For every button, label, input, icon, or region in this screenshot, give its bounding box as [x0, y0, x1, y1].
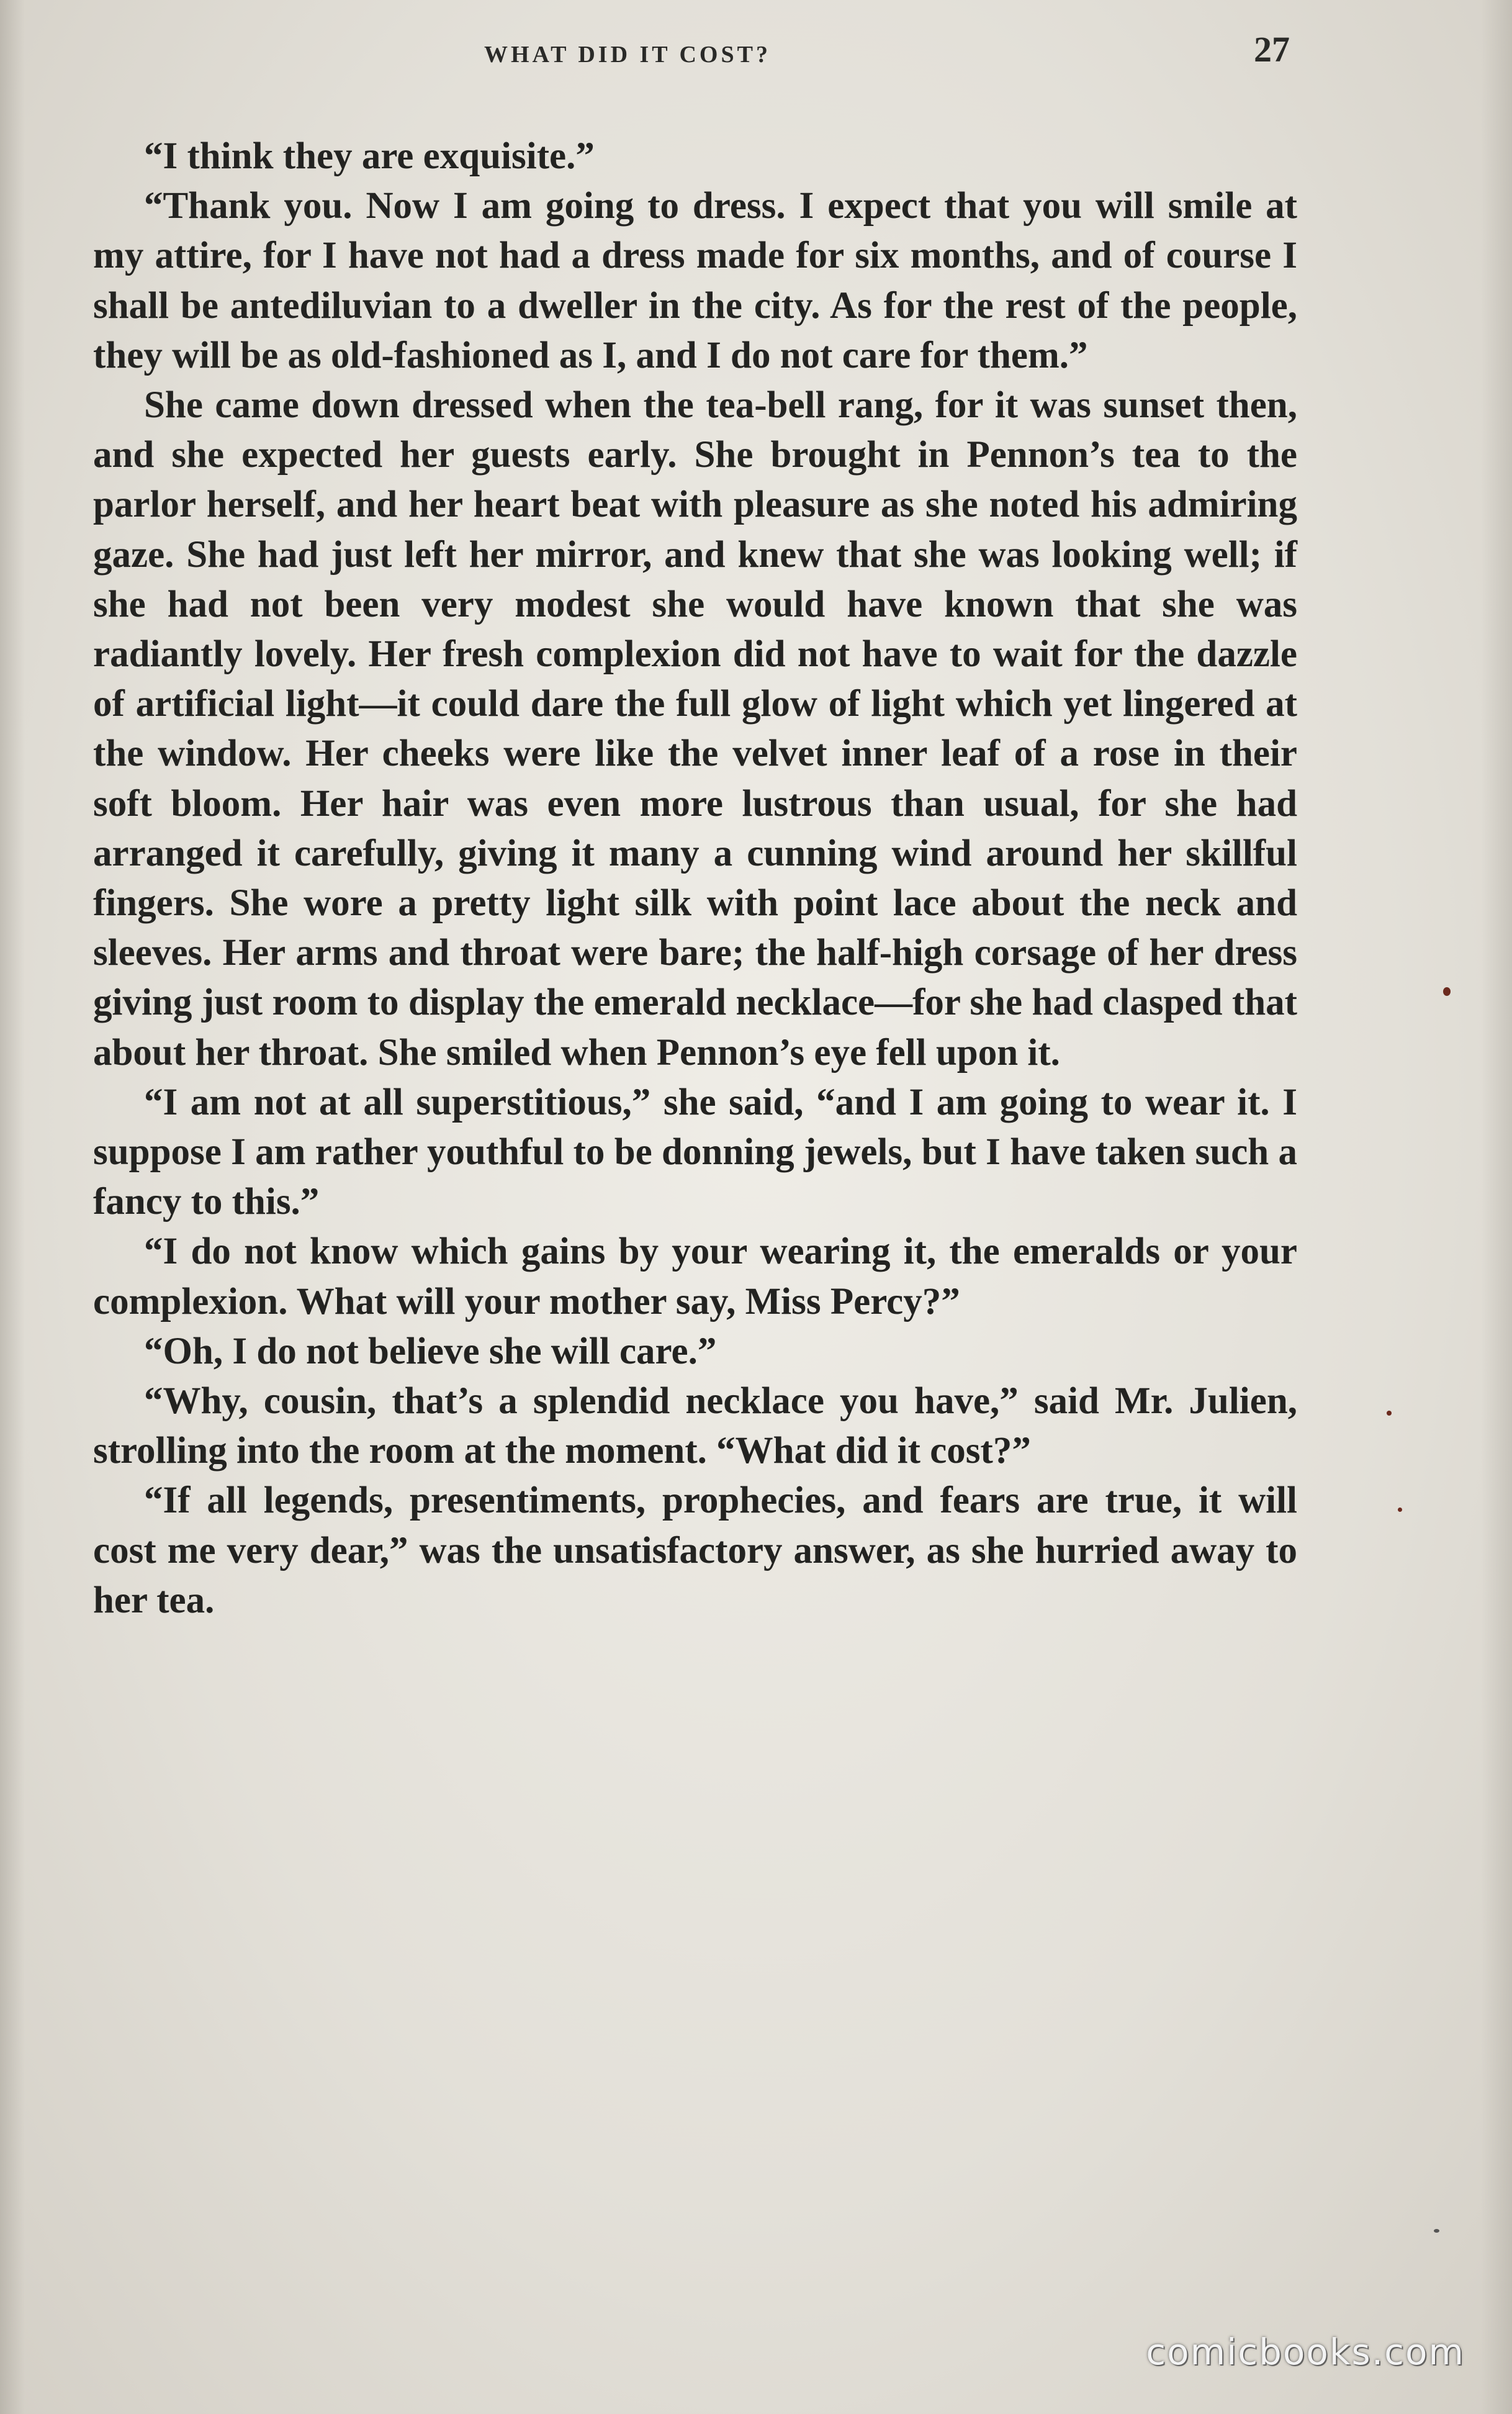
paragraph: “I do not know which gains by your wearing it, the emeralds or your complexion. What will your mother say, Miss Percy?”	[93, 1231, 1297, 1322]
paper-speck	[1443, 987, 1451, 996]
paragraph: “I am not at all superstitious,” she said, “and I am going to wear it. I suppose I am rather youthful to be donning jewels, but I have taken such a fancy to this.”	[93, 1081, 1297, 1223]
paper-speck	[1434, 2229, 1439, 2233]
paper-speck	[1387, 1411, 1392, 1416]
paper-speck	[1398, 1508, 1402, 1512]
watermark: comicbooks.com	[1146, 2331, 1465, 2373]
paragraph: “Thank you. Now I am going to dress. I expect that you will smile at my attire, for I have not had a dress made for six months, and of course I shall be antediluvian to a dweller in the city. As for the rest of the people, they will be as old-fashioned as I, and I do not care for them.”	[93, 185, 1297, 376]
paragraph: “Why, cousin, that’s a splendid necklace you have,” said Mr. Julien, strolling into the room at the moment. “What did it cost?”	[93, 1380, 1297, 1472]
paragraph: “If all legends, presentiments, prophecies, and fears are true, it will cost me very dear,” was the unsatisfactory answer, as she hurried away to her tea.	[93, 1480, 1297, 1621]
page-edge-shadow-left	[0, 0, 25, 2414]
running-head: WHAT DID IT COST?	[484, 42, 771, 68]
paragraph: She came down dressed when the tea-bell rang, for it was sunset then, and she expected her guests early. She brought in Pennon’s tea to the parlor herself, and her heart beat with pleasure as she noted his admiring gaze. She had just left her mirror, and knew that she was looking well; if she had not been very modest she would have known that she was radiantly lovely. Her fresh complexion did not have to wait for the dazzle of artificial light—it could dare the full glow of light which yet lingered at the window. Her cheeks were like the velvet inner leaf of a rose in their soft bloom. Her hair was even more lustrous than usual, for she had arranged it carefully, giving it many a cunning wind around her skillful fingers. She wore a pretty light silk with point lace about the neck and sleeves. Her arms and throat were bare; the half-high corsage of her dress giving just room to display the emerald necklace—for she had clasped that about her throat. She smiled when Pennon’s eye fell upon it.	[93, 384, 1297, 1074]
body-text	[93, 132, 1297, 1625]
paragraph: “Oh, I do not believe she will care.”	[144, 1330, 717, 1372]
page-number: 27	[1254, 29, 1290, 70]
paragraph: “I think they are exquisite.”	[144, 135, 595, 177]
page-edge-shadow-right	[1481, 0, 1512, 2414]
